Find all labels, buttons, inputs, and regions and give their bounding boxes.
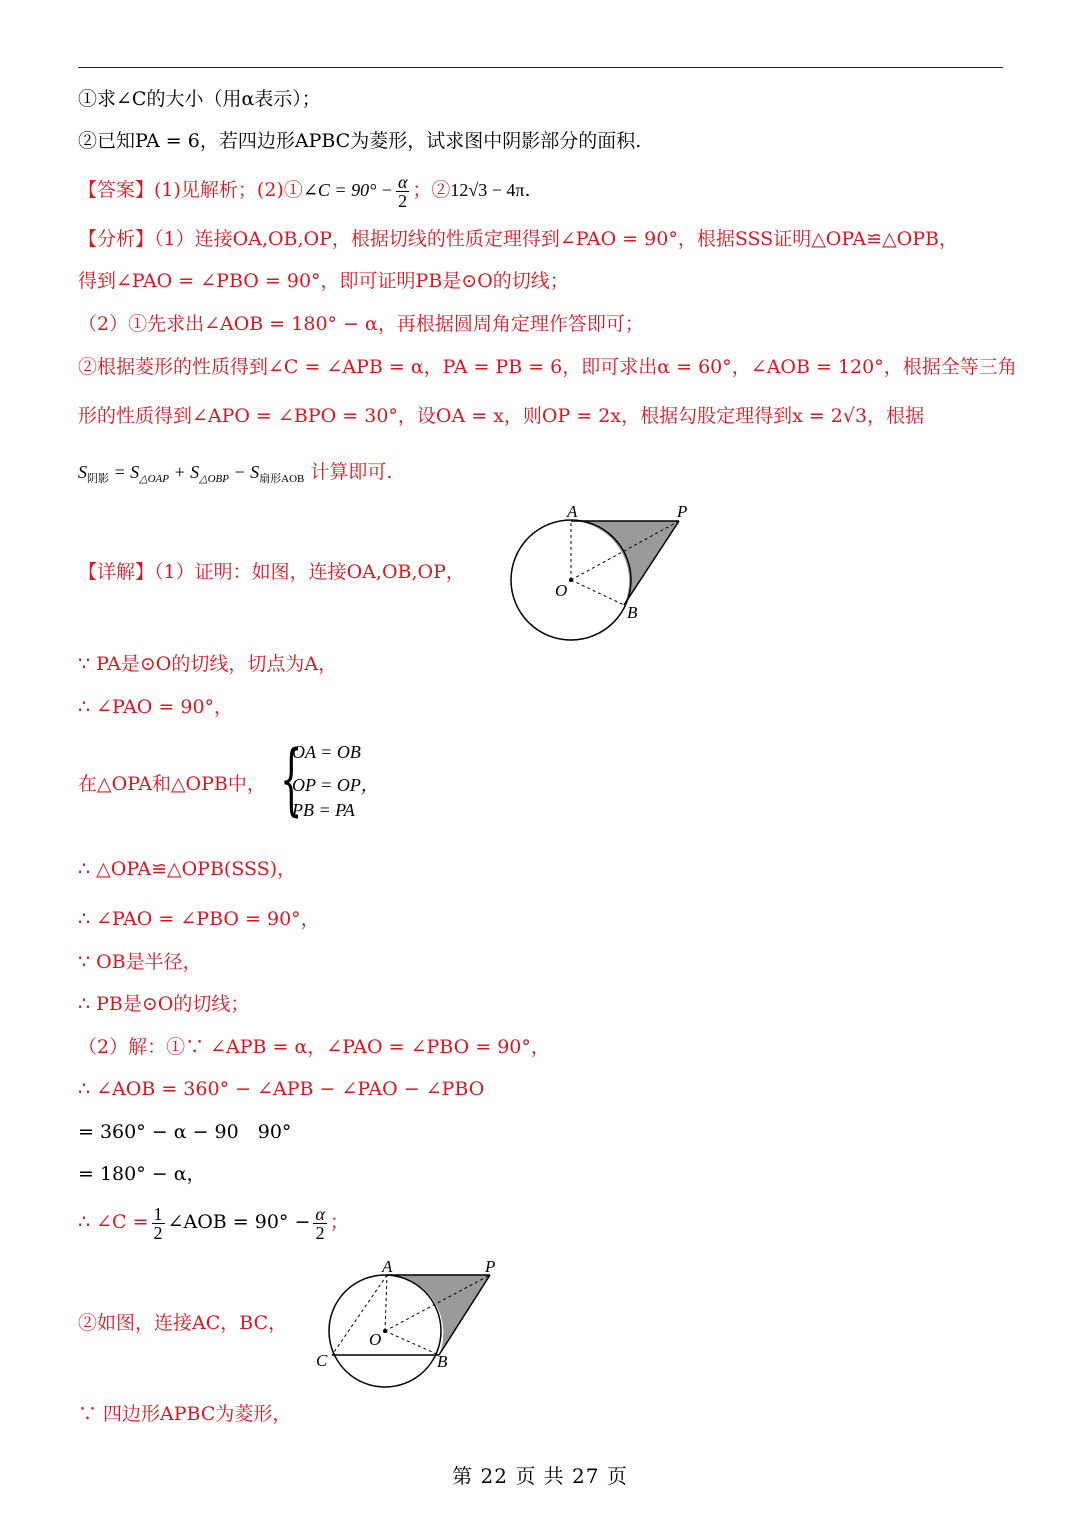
detail-step-2: ∴ ∠PAO = 90°， (78, 696, 234, 718)
area-term1: △OAP (139, 473, 169, 485)
answer-frac-num: α (397, 171, 408, 192)
detail-intro-line (78, 559, 465, 585)
angle-c-end: ； (329, 1211, 349, 1233)
analysis-line-5: 形的性质得到∠APO = ∠BPO = 30°，设OA = x，则OP = 2x，根据勾股定理得到x = 2√3，根据 (78, 405, 925, 427)
detail-step-11: = 180° − α， (78, 1163, 206, 1185)
figure-2-label-O: O (369, 1330, 382, 1349)
area-tail: 计算即可. (304, 461, 393, 483)
detail-label: 【详解】 (78, 561, 155, 583)
detail-step-3: 在△OPA和△OPB中， (78, 773, 266, 795)
area-term3: 扇形AOB (259, 473, 305, 485)
answer-angle: ∠C = 90° − (302, 180, 393, 200)
area-s: S (78, 462, 87, 482)
system-row-3: PB = PA (292, 800, 355, 820)
analysis-line-2: 得到∠PAO = ∠PBO = 90°，即可证明PB是⊙O的切线； (78, 270, 569, 292)
figure-2-radius-OB (385, 1331, 439, 1355)
analysis-label: 【分析】 (78, 228, 155, 250)
figure-1-label-O: O (555, 581, 568, 600)
detail-step-5: ∴ ∠PAO = ∠PBO = 90°， (78, 908, 320, 930)
figure-2-label-B: B (437, 1352, 448, 1371)
detail-intro: （1）证明：如图，连接OA,OB,OP， (154, 561, 465, 583)
detail-step-12 (78, 1200, 349, 1244)
system-row-2: OP = OP， (292, 775, 379, 795)
answer-frac-den: 2 (398, 190, 408, 211)
answer-label: 【答案】 (78, 179, 155, 201)
question-2: ②已知PA = 6，若四边形APBC为菱形，试求图中阴影部分的面积. (78, 130, 642, 152)
half-num: 1 (153, 1203, 163, 1224)
answer-sep: ；② (412, 179, 451, 201)
question-1: ①求∠C的大小（用α表示）； (78, 88, 321, 110)
angle-c-mid: ∠AOB = 90° − (167, 1211, 311, 1233)
system-row-1: OA = OB (292, 742, 361, 762)
detail-step-6: ∵ OB是半径， (78, 951, 202, 973)
detail-step-1: ∵ PA是⊙O的切线，切点为A， (78, 653, 338, 675)
figure-1-shaded-region (571, 521, 679, 605)
area-plus: + S (169, 462, 200, 482)
area-eq: = S (109, 462, 140, 482)
area-minus: − S (229, 462, 260, 482)
analysis-line-6 (78, 459, 392, 492)
answer-fraction (396, 173, 409, 210)
alpha-num: α (315, 1203, 325, 1224)
figure-2-label-P: P (485, 1257, 496, 1276)
detail-step-13: ②如图，连接AC，BC， (78, 1312, 288, 1334)
area-term2: △OBP (199, 473, 229, 485)
analysis-text-1: （1）连接OA,OB,OP，根据切线的性质定理得到∠PAO = 90°，根据SSS证明△OPA≌△OPB， (154, 228, 959, 250)
figure-1-label-B: B (627, 603, 638, 622)
figure-2-label-A: A (382, 1257, 393, 1276)
answer-end: . (524, 179, 531, 201)
detail-step-8: （2）解：①∵ ∠APB = α，∠PAO = ∠PBO = 90°， (78, 1036, 550, 1058)
figure-1-radius-OB (571, 580, 624, 605)
detail-step-9: ∴ ∠AOB = 360° − ∠APB − ∠PAO − ∠PBO (78, 1078, 485, 1100)
detail-step-4: ∴ △OPA≌△OPB(SSS)， (78, 858, 297, 880)
answer-part1: (1)见解析；(2)① (154, 179, 303, 201)
half-fraction (152, 1205, 165, 1242)
analysis-line-3: （2）①先求出∠AOB = 180° − α，再根据圆周角定理作答即可； (78, 313, 644, 335)
alpha-half-fraction (313, 1205, 326, 1242)
figure-1-label-A: A (567, 502, 578, 521)
figure-1-label-P: P (677, 502, 688, 521)
answer-value: 12√3 − 4π (450, 180, 525, 200)
detail-step-7: ∴ PB是⊙O的切线； (78, 993, 250, 1015)
detail-step-10: = 360° − α − 90 90° (78, 1121, 292, 1143)
header-rule (78, 67, 1003, 68)
page-footer: 第 22 页 共 27 页 (452, 1464, 628, 1488)
area-shade-sub: 阴影 (87, 473, 109, 485)
angle-c-prefix: ∴ ∠C = (78, 1211, 149, 1233)
half-den: 2 (153, 1222, 163, 1243)
alpha-den: 2 (315, 1222, 325, 1243)
figure-1-center-dot (569, 578, 573, 582)
figure-2-center-dot (383, 1329, 387, 1333)
system-brace: { (280, 735, 303, 825)
detail-step-14: ∵ 四边形APBC为菱形， (78, 1403, 292, 1425)
analysis-line-1 (78, 226, 958, 252)
figure-2-label-C: C (316, 1351, 328, 1370)
answer-line (78, 170, 531, 210)
figure-1-circle-tangents (500, 498, 700, 648)
figure-2-radius-OA (385, 1275, 387, 1331)
figure-2-rhombus (308, 1252, 508, 1397)
analysis-line-4: ②根据菱形的性质得到∠C = ∠APB = α，PA = PB = 6，即可求出α = 60°，∠AOB = 120°，根据全等三角 (78, 356, 1017, 378)
